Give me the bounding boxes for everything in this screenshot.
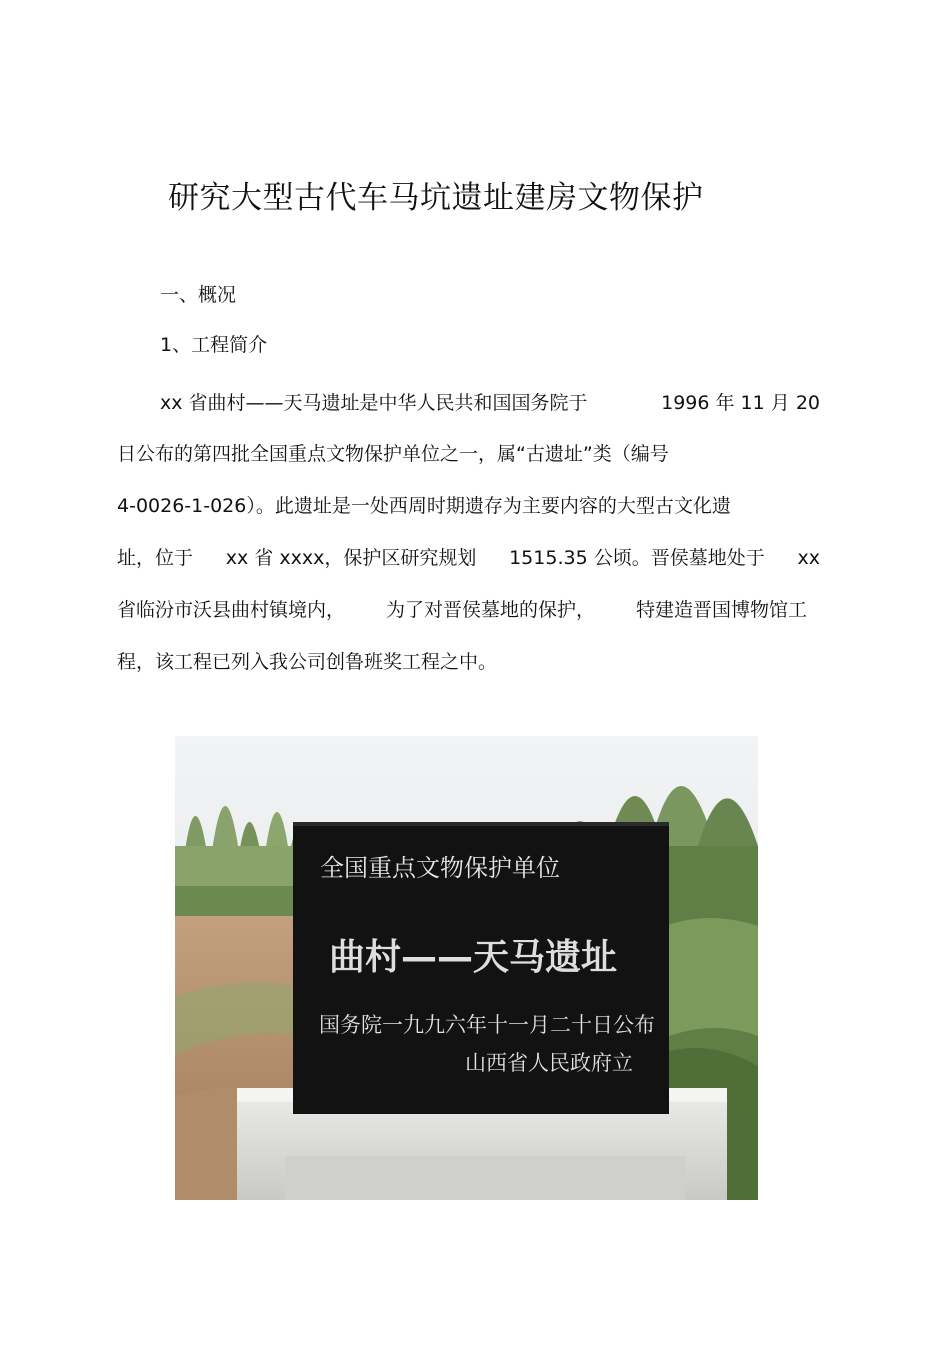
paragraph-text: 1996 年 11 月 20 bbox=[661, 392, 820, 414]
section-heading: 一、概况 bbox=[160, 284, 237, 306]
paragraph-text: xx bbox=[797, 547, 820, 569]
paragraph-line-4 bbox=[117, 544, 820, 572]
paragraph-text: 1515.35 公顷。晋侯墓地处于 bbox=[509, 547, 765, 569]
paragraph-text: 特建造晋国博物馆工 bbox=[635, 599, 807, 621]
paragraph-line-3: 4-0026-1-026）。此遗址是一处西周时期遗存为主要内容的大型古文化遗 bbox=[117, 495, 731, 517]
paragraph-text: 省临汾市沃县曲村镇境内， bbox=[117, 599, 346, 621]
stone-inscription-line-2: 曲村——天马遗址 bbox=[329, 937, 618, 978]
subsection-heading: 1、工程简介 bbox=[160, 334, 268, 356]
heritage-stone-photo bbox=[175, 736, 758, 1200]
paragraph-text: 址，位于 bbox=[117, 547, 194, 569]
paragraph-line-6: 程，该工程已列入我公司创鲁班奖工程之中。 bbox=[117, 651, 498, 673]
document-title: 研究大型古代车马坑遗址建房文物保护 bbox=[168, 180, 704, 216]
paragraph-line-1 bbox=[160, 389, 820, 417]
stone-inscription-line-1: 全国重点文物保护单位 bbox=[320, 854, 560, 882]
paragraph-text: xx 省曲村——天马遗址是中华人民共和国国务院于 bbox=[160, 392, 588, 414]
paragraph-text: xx 省 xxxx，保护区研究规划 bbox=[225, 547, 477, 569]
stone-inscription-line-3: 国务院一九九六年十一月二十日公布 bbox=[319, 1013, 655, 1037]
paragraph-line-2: 日公布的第四批全国重点文物保护单位之一，属“古遗址”类（编号 bbox=[117, 443, 669, 465]
stone-inscription-line-4: 山西省人民政府立 bbox=[465, 1051, 633, 1075]
paragraph-line-5 bbox=[117, 596, 807, 624]
paragraph-text: 为了对晋侯墓地的保护， bbox=[385, 599, 595, 621]
